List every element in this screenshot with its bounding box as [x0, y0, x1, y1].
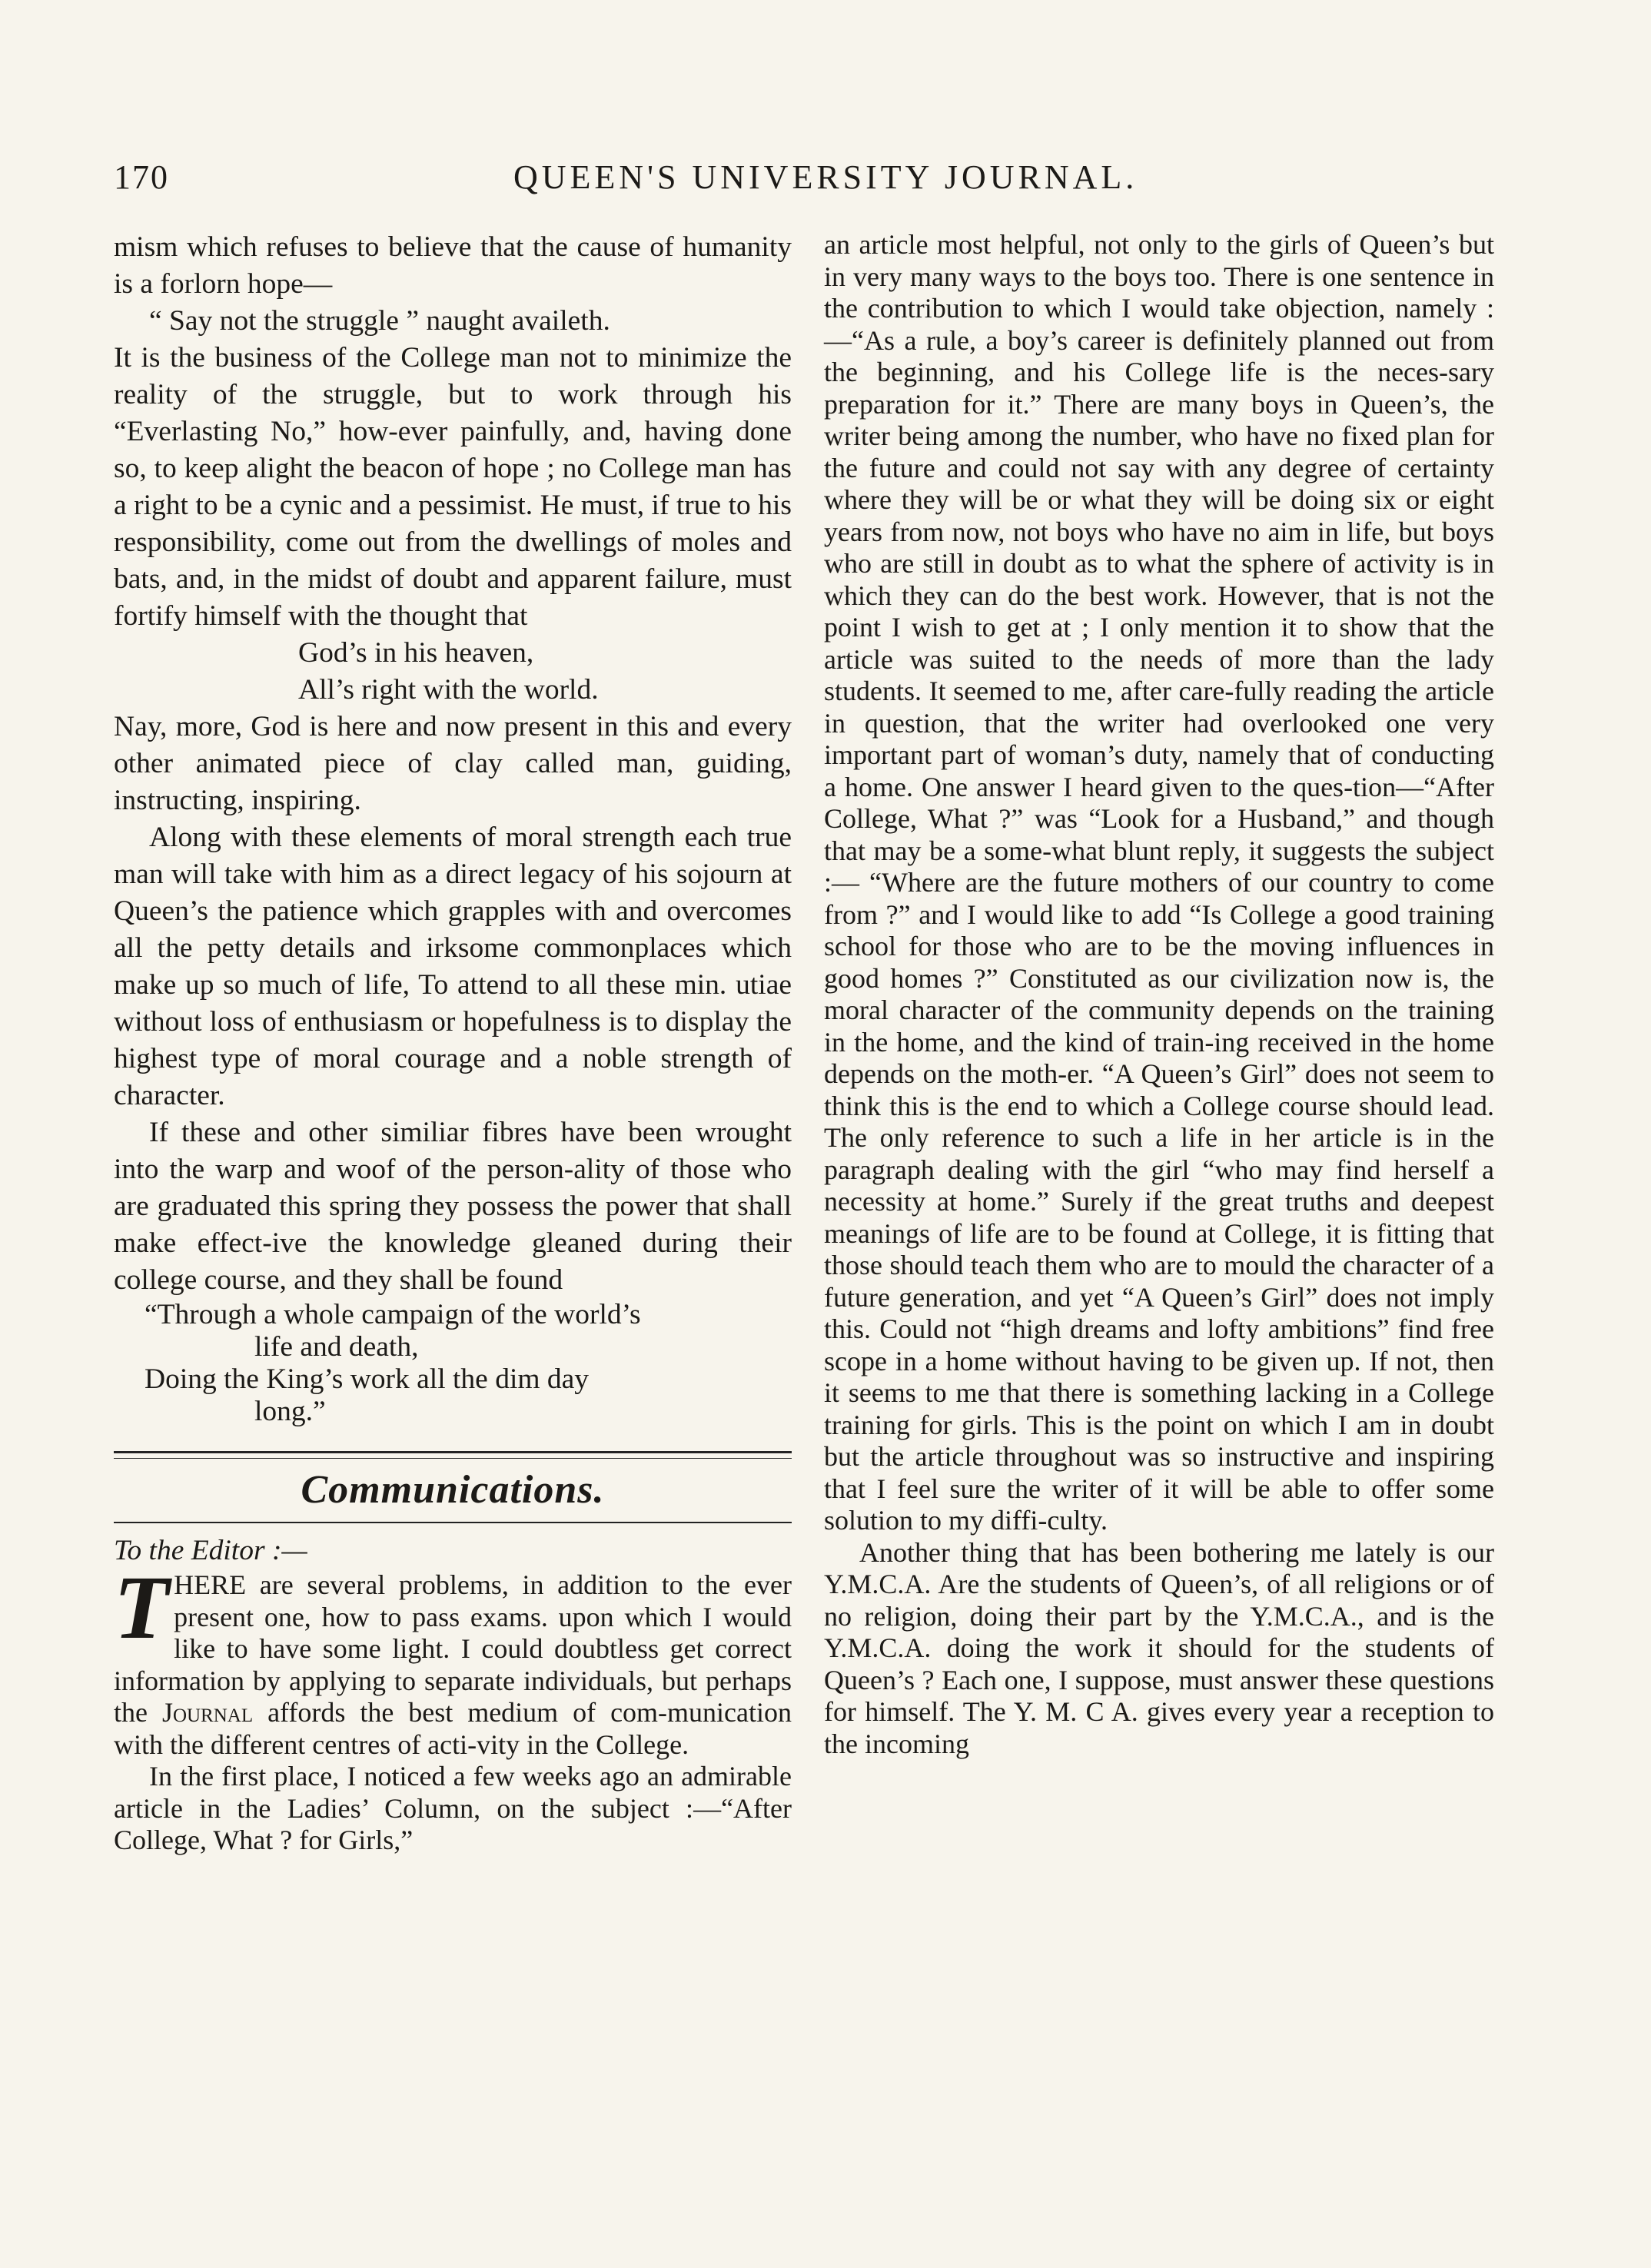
poem-line: God’s in his heaven,	[298, 637, 534, 669]
letter-text: affords the best medium of com-munication with the different centres of acti-vity in the College.	[114, 1697, 792, 1760]
paragraph: Nay, more, God is here and now present in this and every other animated piece of clay called man, guiding, instructing, inspiring.	[114, 711, 792, 816]
page-number: 170	[114, 158, 169, 196]
paragraph: It is the business of the College man not to minimize the reality of the struggle, but to work through his “Everlasting No,” how-ever painfully, and, having done so, to keep alight the beacon of hope ; no College man has a right to be a cynic and a pessimist. He must, if true to his responsibility, come out from the dwellings of moles and bats, and, in the midst of doubt and apparent failure, must fortify himself with the thought that	[114, 342, 792, 632]
left-column	[114, 229, 792, 1857]
letter-paragraph: In the first place, I noticed a few weeks ago an admirable article in the Ladies’ Column, on the subject :—“After College, What ? for Girls,”	[114, 1761, 792, 1855]
paragraph: If these and other similiar fibres have been wrought into the warp and woof of the person-ality of those who are graduated this spring they possess the power that shall make effect-ive the knowledge gleaned during their college course, and they shall be found	[114, 1117, 792, 1296]
section-divider	[114, 1451, 792, 1459]
letter-paragraph	[114, 1557, 792, 1761]
running-head	[114, 158, 1543, 204]
journal-word: Journal	[161, 1697, 254, 1728]
letter-paragraph: Another thing that has been bothering me lately is our Y.M.C.A. Are the students of Queen’s, of all religions or of no religion, doing their part by the Y.M.C.A., and is the Y.M.C.A. doing the work it should for the students of Queen’s ? Each one, I suppose, must answer these questions for himself. The Y. M. C A. gives every year a reception to the incoming	[824, 1536, 1494, 1759]
salutation: To the Editor :—	[114, 1535, 307, 1566]
journal-title: QUEEN'S UNIVERSITY JOURNAL.	[513, 158, 1138, 196]
section-title: Communications.	[301, 1468, 605, 1512]
paragraph: mism which refuses to believe that the cause of humanity is a forlorn hope—	[114, 231, 792, 300]
poem-quotation	[114, 1299, 792, 1428]
poem-line: long.”	[254, 1396, 326, 1427]
first-word: HERE	[174, 1569, 247, 1600]
poem-line: “Through a whole campaign of the world’s	[145, 1299, 641, 1330]
drop-cap: T	[114, 1557, 170, 1658]
section-divider	[114, 1522, 792, 1523]
poem-line: All’s right with the world.	[298, 674, 599, 706]
poem-line: life and death,	[254, 1331, 419, 1363]
paragraph: Along with these elements of moral strength each true man will take with him as a direct legacy of his sojourn at Queen’s the patience which grapples with and overcomes all the petty details and irksome commonplaces which make up so much of life, To attend to all these min. utiae without loss of enthusiasm or hopefulness is to display the highest type of moral courage and a noble strength of character.	[114, 822, 792, 1111]
poem-quotation	[114, 635, 792, 709]
right-column	[824, 229, 1494, 1760]
letter-text: are several problems, in addition to the ever present one, how to pass exams. upon which I would like to have some light. I could doubtless get correct information by applying to separate individuals, but perhaps the	[114, 1569, 792, 1728]
poem-line: Doing the King’s work all the dim day	[145, 1363, 590, 1395]
quotation: “ Say not the struggle ” naught availeth.	[149, 305, 610, 337]
letter-paragraph: an article most helpful, not only to the girls of Queen’s but in very many ways to the boys too. There is one sentence in the contribution to which I would take objection, namely :—“As a rule, a boy’s career is definitely planned out from the beginning, and his College life is the neces-sary preparation for it.” There are many boys in Queen’s, the writer being among the number, who have no fixed plan for the future and could not say with any degree of certainty where they will be or what they will be doing six or eight years from now, not boys who have no aim in life, but boys who are still in doubt as to what the sphere of activity is in which they can do the best work. However, that is not the point I wish to get at ; I only mention it to show that the article was suited to the needs of more than the lady students. It seemed to me, after care-fully reading the article in question, that the writer had overlooked one very important part of woman’s duty, namely that of conducting a home. One answer I heard given to the ques-tion—“After College, What ?” was “Look for a Husband,” and though that may be a some-what blunt reply, it suggests the subject :— “Where are the future mothers of our country to come from ?” and I would like to add “Is College a good training school for those who are to be the moving influences in good homes ?” Constituted as our civilization now is, the moral character of the community depends on the training in the home, and the kind of train-ing received in the home depends on the moth-er. “A Queen’s Girl” does not seem to think this is the end to which a College course should lead. The only reference to such a life in her article is in the paragraph dealing with the girl “who may find herself a necessity at home.” Surely if the great truths and deepest meanings of life are to be found at College, it is fitting that those should teach them who are to mould the character of a future generation, and yet “A Queen’s Girl” does not imply this. Could not “high dreams and lofty ambitions” find free scope in a home without having to be given up. If not, then it seems to me that there is something lacking in a College training for girls. This is the point on which I am in doubt but the article throughout was so instructive and inspiring that I feel sure the writer of it will be able to offer some solution to my diffi-culty.	[824, 229, 1494, 1536]
